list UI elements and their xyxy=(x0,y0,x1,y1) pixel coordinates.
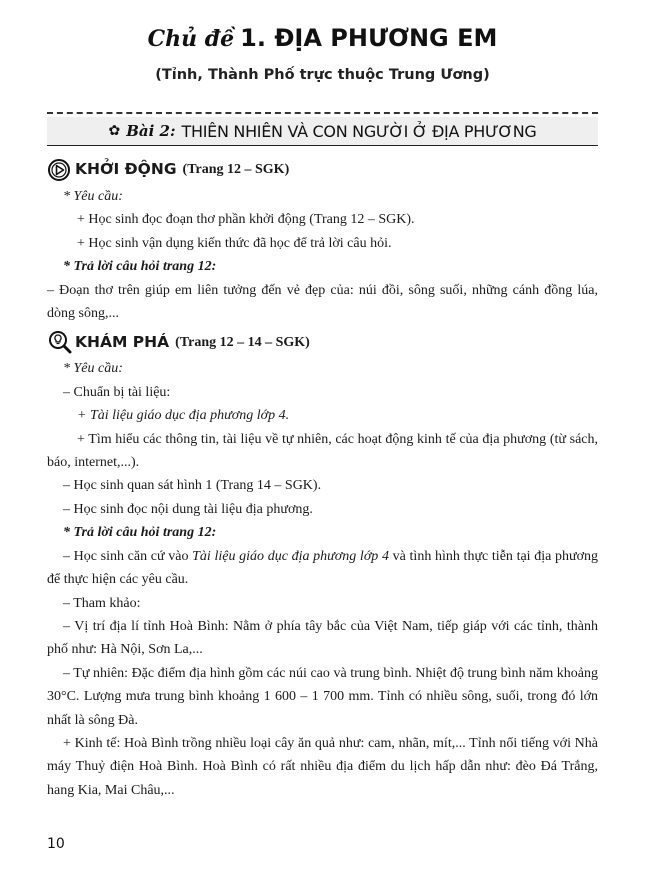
topic-name: 1. ĐỊA PHƯƠNG EM xyxy=(240,24,498,52)
lesson-label: Bài 2: xyxy=(126,122,176,140)
lesson-name: THIÊN NHIÊN VÀ CON NGƯỜI Ở ĐỊA PHƯƠNG xyxy=(181,121,537,141)
kham-pha-reference-label: – Tham khảo: xyxy=(63,595,141,611)
khoi-dong-answer: – Đoạn thơ trên giúp em liên tưởng đến vẻ đẹp của: núi đồi, sông suối, những cánh đồng lúa, dòng sông,... xyxy=(47,282,598,322)
kham-pha-requirement-label: * Yêu cầu: xyxy=(63,361,123,377)
kham-pha-economy: + Kinh tế: Hoà Bình trồng nhiều loại cây ăn quả như: cam, nhãn, mít,... Tỉnh nổi tiếng với Nhà máy Thuỷ điện Hoà Bình. Hoà Bình có rất nhiều địa điểm du lịch hấp dẫn như: đèo Đá Trắng, hang Kia, Mai Châu,... xyxy=(47,735,598,798)
kham-pha-heading xyxy=(47,329,598,355)
khoi-dong-title: KHỞI ĐỘNG xyxy=(75,160,177,179)
khoi-dong-ref: (Trang 12 – SGK) xyxy=(182,162,290,178)
kham-pha-material: + Tài liệu giáo dục địa phương lớp 4. xyxy=(77,408,290,424)
answer-intro-after: và tình hình thực tiễn tại địa phương để thực hiện các yêu cầu. xyxy=(47,548,599,588)
khoi-dong-requirement-label: * Yêu cầu: xyxy=(63,189,123,204)
khoi-dong-answer-label: * Trả lời câu hỏi trang 12: xyxy=(63,259,217,275)
page-content xyxy=(47,157,598,802)
khoi-dong-heading xyxy=(47,157,598,183)
dashed-divider xyxy=(47,112,598,114)
flower-icon: ✿ xyxy=(108,123,121,139)
kham-pha-prepare: – Chuẩn bị tài liệu: xyxy=(63,384,171,400)
lesson-header xyxy=(47,117,598,146)
kham-pha-read: – Học sinh đọc nội dung tài liệu địa phương. xyxy=(63,501,313,517)
kham-pha-ref: (Trang 12 – 14 – SGK) xyxy=(175,334,310,350)
kham-pha-title: KHÁM PHÁ xyxy=(75,332,170,351)
kham-pha-nature: – Tự nhiên: Đặc điểm địa hình gồm các núi cao và trung bình. Nhiệt độ trung bình năm khoảng 30°C. Lượng mưa trung bình khoảng 1 600 – 1 700 mm. Tỉnh có nhiều sông, suối, trong đó lớn nhất là sông Đà. xyxy=(47,665,598,728)
khoi-dong-requirement-2: + Học sinh vận dụng kiến thức đã học để trả lời câu hỏi. xyxy=(77,235,392,251)
page-number: 10 xyxy=(47,836,65,852)
kham-pha-research: + Tìm hiểu các thông tin, tài liệu về tự nhiên, các hoạt động kinh tế của địa phương (từ sách, báo, internet,...). xyxy=(47,431,598,471)
kham-pha-observe: – Học sinh quan sát hình 1 (Trang 14 – SGK). xyxy=(63,478,322,494)
play-circle-icon xyxy=(47,158,71,182)
magnifier-lightbulb-icon xyxy=(47,330,71,354)
answer-intro-italic: Tài liệu giáo dục địa phương lớp 4 xyxy=(192,548,389,564)
topic-subtitle: (Tỉnh, Thành Phố trực thuộc Trung Ương) xyxy=(155,67,490,83)
kham-pha-answer-label: * Trả lời câu hỏi trang 12: xyxy=(63,525,217,541)
answer-intro-before: – Học sinh căn cứ vào xyxy=(63,548,193,564)
kham-pha-answer-intro xyxy=(47,545,598,592)
kham-pha-location: – Vị trí địa lí tỉnh Hoà Bình: Nằm ở phía tây bắc của Việt Nam, tiếp giáp với các tỉnh, thành phố như: Hà Nội, Sơn La,... xyxy=(47,618,598,658)
khoi-dong-requirement-1: + Học sinh đọc đoạn thơ phần khởi động (Trang 12 – SGK). xyxy=(77,212,415,228)
topic-label: Chủ đề xyxy=(147,26,235,52)
topic-title xyxy=(0,22,645,55)
